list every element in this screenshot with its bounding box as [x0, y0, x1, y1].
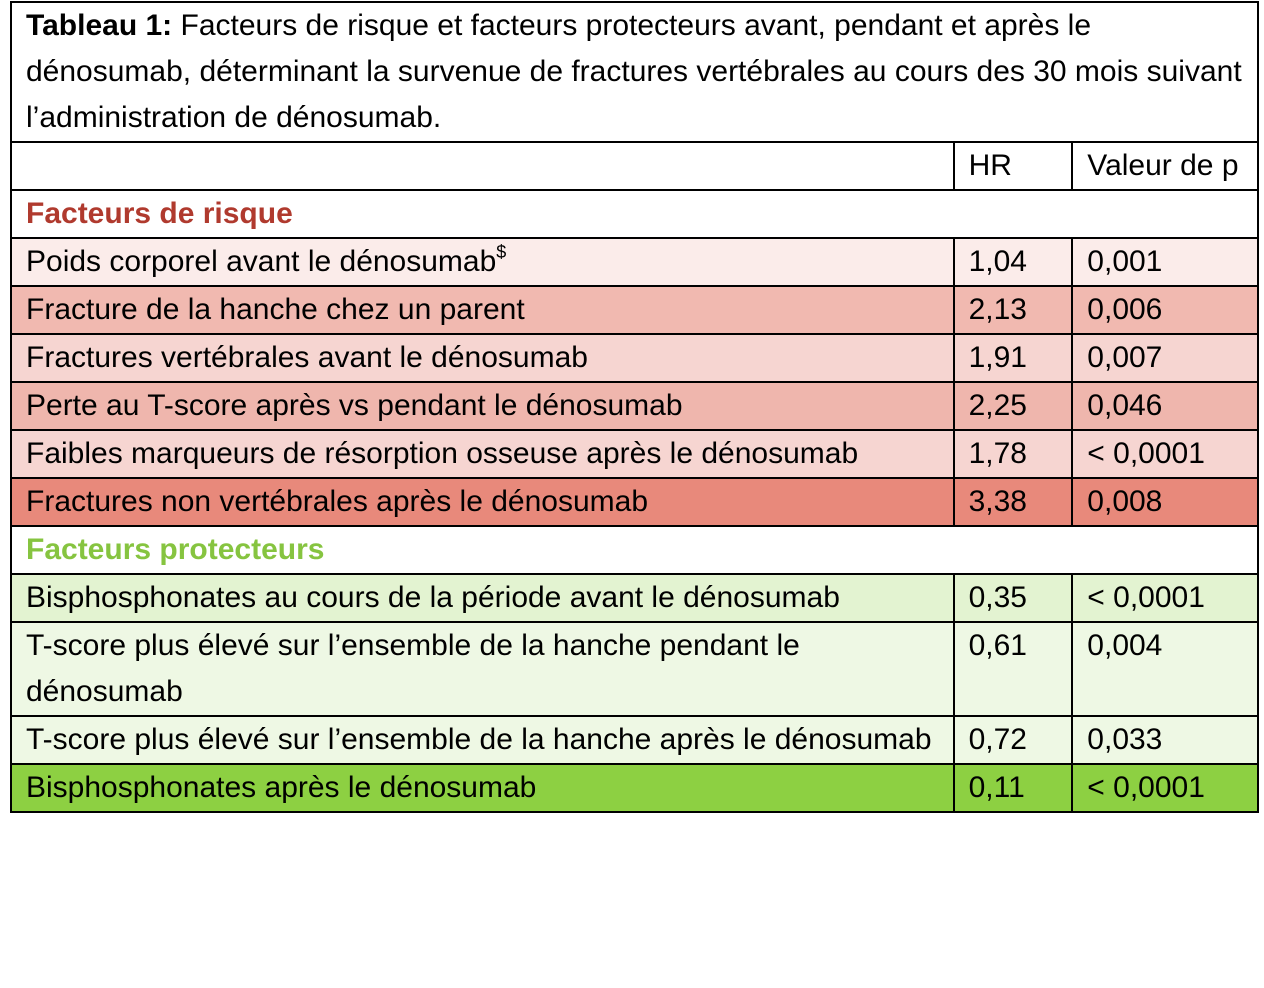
- p-value-cell: 0,008: [1072, 478, 1258, 526]
- table-row: [11, 764, 1258, 812]
- p-value-cell: < 0,0001: [1072, 764, 1258, 812]
- section-title: Facteurs de risque: [11, 190, 1258, 238]
- factor-cell: [11, 382, 954, 430]
- factor-cell: [11, 286, 954, 334]
- header-hr: HR: [954, 142, 1073, 190]
- table-row: [11, 334, 1258, 382]
- factor-label: Fractures vertébrales avant le dénosumab: [26, 341, 588, 374]
- table-caption: [11, 2, 1258, 142]
- results-table: [10, 1, 1259, 813]
- hr-cell: 2,13: [954, 286, 1073, 334]
- hr-cell: 0,72: [954, 716, 1073, 764]
- p-value-cell: 0,006: [1072, 286, 1258, 334]
- hr-cell: 2,25: [954, 382, 1073, 430]
- hr-cell: 1,91: [954, 334, 1073, 382]
- header-factor: [11, 142, 954, 190]
- factor-label: Fracture de la hanche chez un parent: [26, 293, 525, 326]
- p-value-cell: 0,007: [1072, 334, 1258, 382]
- factor-label: Perte au T-score après vs pendant le dénosumab: [26, 389, 683, 422]
- table-row: [11, 574, 1258, 622]
- section-row: [11, 190, 1258, 238]
- p-value-cell: 0,004: [1072, 622, 1258, 716]
- p-value-cell: < 0,0001: [1072, 574, 1258, 622]
- factor-cell: [11, 622, 954, 716]
- hr-cell: 0,61: [954, 622, 1073, 716]
- factor-label: T-score plus élevé sur l’ensemble de la hanche après le dénosumab: [26, 723, 932, 756]
- table-row: [11, 430, 1258, 478]
- hr-cell: 3,38: [954, 478, 1073, 526]
- factor-cell: [11, 716, 954, 764]
- section-title: Facteurs protecteurs: [11, 526, 1258, 574]
- table-row: [11, 238, 1258, 286]
- table-row: [11, 478, 1258, 526]
- factor-label: T-score plus élevé sur l’ensemble de la hanche pendant le dénosumab: [26, 629, 800, 708]
- factor-label: Bisphosphonates au cours de la période avant le dénosumab: [26, 581, 840, 614]
- hr-cell: 0,35: [954, 574, 1073, 622]
- factor-cell: [11, 764, 954, 812]
- table-row: [11, 286, 1258, 334]
- p-value-cell: 0,001: [1072, 238, 1258, 286]
- section-row: [11, 526, 1258, 574]
- table-row: [11, 716, 1258, 764]
- table-row: [11, 382, 1258, 430]
- table-caption-row: [11, 2, 1258, 142]
- table-header-row: [11, 142, 1258, 190]
- header-p-value: Valeur de p: [1072, 142, 1258, 190]
- hr-cell: 1,78: [954, 430, 1073, 478]
- hr-cell: 0,11: [954, 764, 1073, 812]
- factor-label: Fractures non vertébrales après le dénosumab: [26, 485, 649, 518]
- footnote-marker: $: [496, 242, 507, 262]
- factor-label: Faibles marqueurs de résorption osseuse après le dénosumab: [26, 437, 859, 470]
- factor-cell: [11, 334, 954, 382]
- factor-cell: [11, 430, 954, 478]
- table-row: [11, 622, 1258, 716]
- factor-cell: [11, 478, 954, 526]
- factor-label: Poids corporel avant le dénosumab: [26, 245, 497, 278]
- factor-cell: [11, 574, 954, 622]
- hr-cell: 1,04: [954, 238, 1073, 286]
- p-value-cell: < 0,0001: [1072, 430, 1258, 478]
- p-value-cell: 0,033: [1072, 716, 1258, 764]
- p-value-cell: 0,046: [1072, 382, 1258, 430]
- caption-text: Facteurs de risque et facteurs protecteurs avant, pendant et après le dénosumab, déterminant la survenue de fractures vertébrales au cours des 30 mois suivant l’administration de dénosumab.: [26, 9, 1242, 134]
- factor-cell: [11, 238, 954, 286]
- factor-label: Bisphosphonates après le dénosumab: [26, 771, 537, 804]
- caption-label: Tableau 1:: [26, 9, 173, 42]
